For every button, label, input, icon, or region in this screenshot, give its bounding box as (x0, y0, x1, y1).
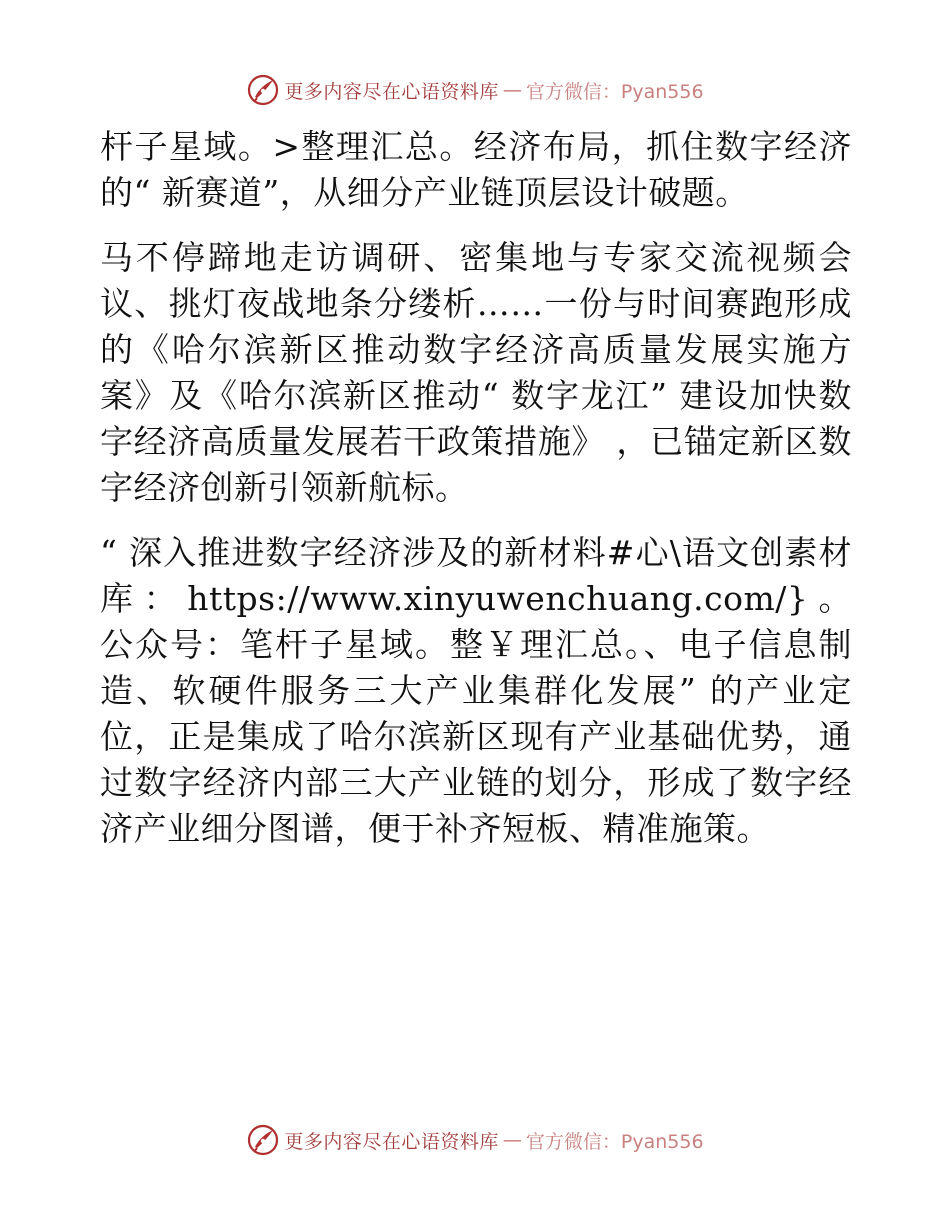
banner-promo-text: 更多内容尽在心语资料库 (284, 80, 499, 103)
header-banner-inner (246, 73, 703, 107)
header-banner (0, 68, 950, 112)
banner-wechat-id: 官方微信：Pyan556 (525, 1130, 704, 1153)
paragraph-2: 马不停蹄地走访调研、密集地与专家交流视频会议、挑灯夜战地条分缕析……一份与时间赛跑形成的《哈尔滨新区推动数字经济高质量发展实施方案》及《哈尔滨新区推动“ 数字龙江” 建设加快数字经济高质量发展若干政策措施》 ，已锚定新区数字经济创新引领新航标。 (100, 238, 852, 507)
banner-dash: — (502, 79, 522, 101)
document-body (100, 124, 852, 852)
footer-banner-inner (246, 1123, 703, 1157)
footer-banner (0, 1118, 950, 1162)
banner-promo-text: 更多内容尽在心语资料库 (284, 1130, 499, 1153)
banner-wechat-id: 官方微信：Pyan556 (525, 80, 704, 103)
banner-dash: — (502, 1129, 522, 1151)
paragraph-1: 杆子星域。>整理汇总。经济布局，抓住数字经济的“ 新赛道”，从细分产业链顶层设计破题。 (100, 127, 852, 212)
quill-seal-icon (246, 73, 280, 107)
quill-seal-icon (246, 1123, 280, 1157)
paragraph-3: “ 深入推进数字经济涉及的新材料#心\语文创素材库：https://www.xinyuwenchuang.com/}。公众号：笔杆子星域。整￥理汇总。、电子信息制造、软硬件服务三大产业集群化发展” 的产业定位，正是集成了哈尔滨新区现有产业基础优势，通过数字经济内部三大产业链的划分，形成了数字经济产业细分图谱，便于补齐短板、精准施策。 (100, 533, 852, 848)
